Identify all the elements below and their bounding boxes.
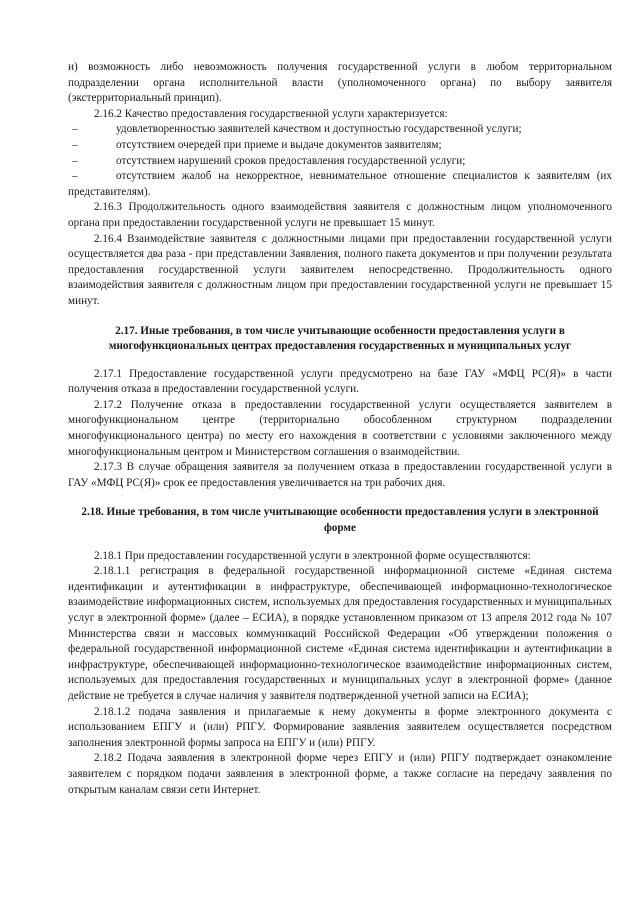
paragraph-2-17-3: 2.17.3 В случае обращения заявителя за получением отказа в предоставлении государственной услуги в ГАУ «МФЦ РС(Я)» срок ее предоставления увеличивается на три рабочих дня. bbox=[68, 461, 612, 489]
section-heading-2-17: 2.17. Иные требования, в том числе учитывающие особенности предоставления услуги в многофункциональных центрах предоставления государственных и муниципальных услуг bbox=[108, 324, 572, 353]
list-item-text: отсутствием нарушений сроков предоставления государственной услуги; bbox=[116, 154, 466, 167]
paragraph-2-16-2: 2.16.2 Качество предоставления государственной услуги характеризуется: bbox=[94, 107, 448, 120]
list-item-text: отсутствием жалоб на некорректное, невнимательное отношение специалистов к заявителям (их представителям). bbox=[68, 170, 612, 198]
paragraph-2-18-1-2: 2.18.1.2 подача заявления и прилагаемые к нему документы в форме электронного документа с использованием ЕПГУ и (или) РПГУ. Формирование заявления заявителем осуществляется посредством заполнения электронной формы запроса на ЕПГУ и (или) РПГУ. bbox=[68, 705, 612, 749]
dash-marker: – bbox=[72, 123, 78, 136]
paragraph-2-16-3: 2.16.3 Продолжительность одного взаимодействия заявителя с должностным лицом уполномоченного органа при предоставлении государственной услуги не превышает 15 минут. bbox=[68, 201, 612, 229]
paragraph-2-16-4: 2.16.4 Взаимодействие заявителя с должностными лицами при предоставлении государственной услуги осуществляется два раза - при представлении Заявления, полного пакета документов и при получении результата предоставления государственной услуги заявителем непосредственно. Продолжительность одного взаимодействия заявителя с должностным лицом при предоставлении государственной услуги не превышает 15 минут. bbox=[68, 232, 612, 307]
paragraph-2-18-2: 2.18.2 Подача заявления в электронной форме через ЕПГУ и (или) РПГУ подтверждает ознакомление заявителем с порядком подачи заявления в электронной форме, а также согласие на передачу заявления по открытым каналам связи сети Интернет. bbox=[68, 752, 612, 796]
paragraph-2-18-1: 2.18.1 При предоставлении государственной услуги в электронной форме осуществляются: bbox=[94, 549, 531, 562]
list-item bbox=[68, 138, 612, 154]
list-item bbox=[68, 169, 612, 200]
list-item-text: удовлетворенностью заявителей качеством и доступностью государственной услуги; bbox=[116, 123, 522, 136]
list-item-text: отсутствием очередей при приеме и выдаче документов заявителям; bbox=[116, 138, 442, 151]
list-item bbox=[68, 122, 612, 138]
dash-marker: – bbox=[72, 170, 78, 183]
paragraph-2-17-1: 2.17.1 Предоставление государственной услуги предусмотрено на базе ГАУ «МФЦ РС(Я)» в части получения отказа в предоставлении государственной услуги. bbox=[68, 367, 612, 396]
paragraph-2-17-2: 2.17.2 Получение отказа в предоставлении государственной услуги осуществляется заявителем в многофункциональном центре (территориально обособленном структурном подразделении многофункционального центра) по месту его нахождения в соответствии с условиями заключенного между многофункциональным центром и Министерством соглашения о взаимодействии. bbox=[68, 398, 612, 458]
section-heading-2-18: 2.18. Иные требования, в том числе учитывающие особенности предоставления услуги в электронной форме bbox=[81, 506, 599, 535]
paragraph-2-16-1-i: и) возможность либо невозможность получения государственной услуги в любом территориальном подразделении органа исполнительной власти (уполномоченного органа) по выбору заявителя (экстерриториальный принцип). bbox=[68, 61, 612, 105]
paragraph-2-18-1-1: 2.18.1.1 регистрация в федеральной государственной информационной системе «Единая система идентификации и аутентификации в инфраструктуре, обеспечивающей информационно-технологическое взаимодействие информационных систем, используемых для предоставления государственных и муниципальных услуг в электронной форме» (далее – ЕСИА), в порядке установленном приказом от 13 апреля 2012 года № 107 Министерства связи и массовых коммуникаций Российской Федерации «Об утверждении положения о федеральной государственной информационной системе «Единая система идентификации и аутентификации в инфраструктуре, обеспечивающей информационно-технологическое взаимодействие информационных систем, используемых для предоставления государственных и муниципальных услуг в электронной форме» (данное действие не требуется в случае наличия у заявителя подтвержденной учетной записи на ЕСИА); bbox=[68, 565, 612, 702]
dash-marker: – bbox=[72, 154, 78, 167]
list-item bbox=[68, 154, 612, 170]
dash-marker: – bbox=[72, 138, 78, 151]
